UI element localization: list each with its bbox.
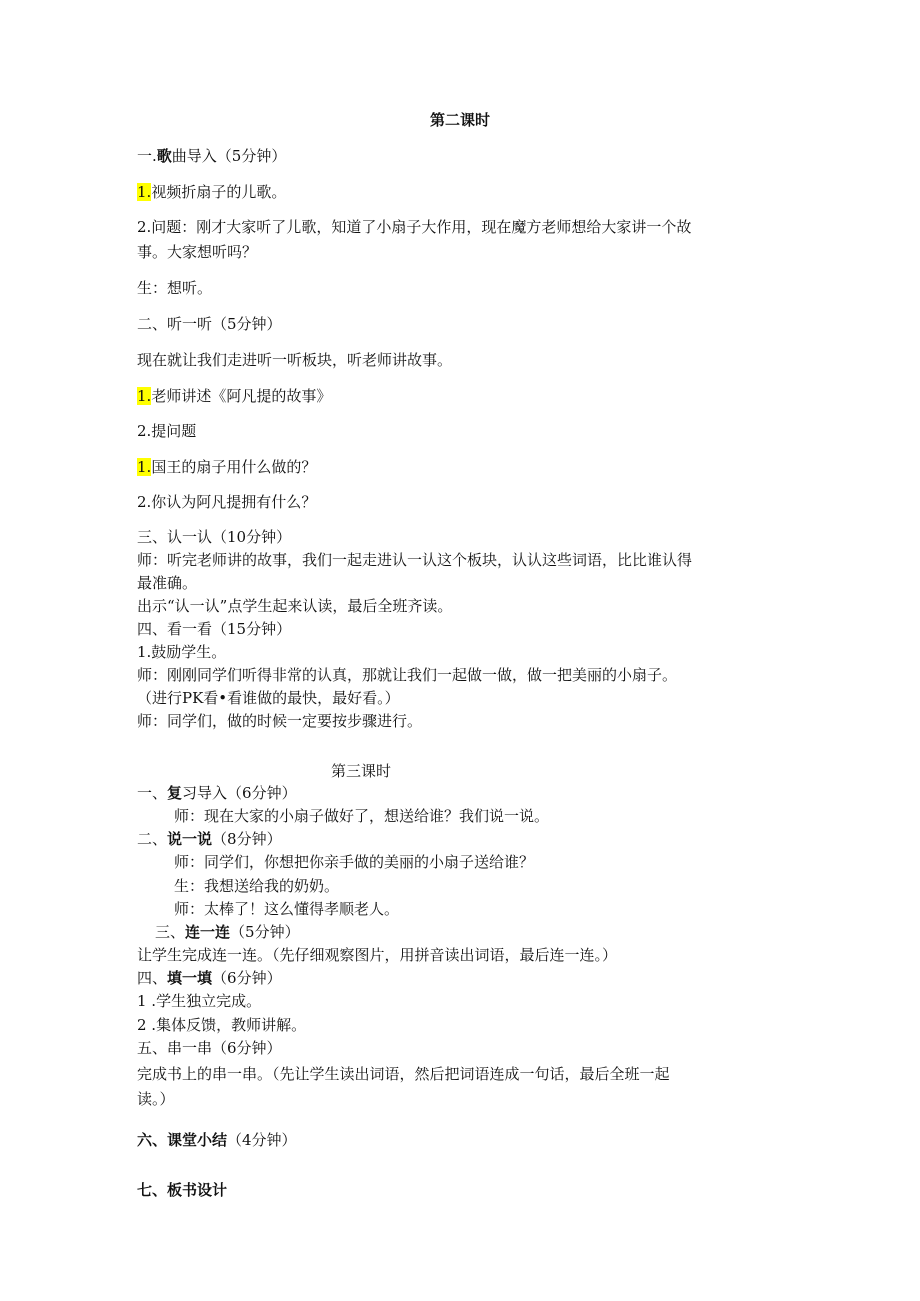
- section-title-rest: （5分钟）: [230, 923, 300, 941]
- section-title-rest: （8分钟）: [212, 830, 282, 848]
- lesson3-section5-line1: 完成书上的串一串。（先让学生读出词语，然后把词语连成一句话，最后全班一起: [137, 1065, 670, 1083]
- section-title-bold: 歌: [156, 147, 172, 165]
- highlighted-number: 1.: [137, 183, 152, 201]
- section-title-bold: 复: [167, 784, 183, 802]
- lesson2-section2-item1: [137, 386, 331, 406]
- lesson2-question1: [137, 457, 316, 477]
- section-title-rest: （4分钟）: [227, 1131, 297, 1149]
- lesson3-section5-heading: 五、串一串（6分钟）: [137, 1039, 282, 1057]
- lesson2-section1-item1: [137, 182, 286, 202]
- highlighted-number: 1.: [137, 387, 152, 405]
- lesson3-section2-line1: 师：同学们，你想把你亲手做的美丽的小扇子送给谁？: [174, 853, 535, 871]
- section-number: 一、: [137, 784, 168, 802]
- lesson2-section1-heading: [137, 146, 286, 166]
- lesson2-section4-line3: （进行PK看•看谁做的最快，最好看。）: [137, 689, 400, 707]
- highlighted-number: 1.: [137, 458, 152, 476]
- item-text: 国王的扇子用什么做的？: [151, 458, 317, 476]
- lesson3-section2-heading: [137, 829, 282, 849]
- lesson2-section3-line2: 最准确。: [137, 574, 198, 592]
- lesson2-section3-line1: 师：听完老师讲的故事，我们一起走进认一认这个板块，认认这些词语，比比谁认得: [137, 551, 693, 569]
- lesson2-title: 第二课时: [429, 111, 490, 129]
- lesson2-section2-item2: 2.提问题: [137, 422, 197, 440]
- lesson3-section2-line3: 师：太棒了！这么懂得孝顺老人。: [174, 900, 400, 918]
- lesson2-section4-line4: 师：同学们，做的时候一定要按步骤进行。: [137, 712, 423, 730]
- section-title-rest: 曲导入（5分钟）: [171, 147, 287, 165]
- lesson3-title: 第三课时: [331, 762, 392, 780]
- lesson3-section5-line2: 读。）: [137, 1090, 175, 1108]
- lesson3-section2-line2: 生：我想送给我的奶奶。: [174, 877, 340, 895]
- lesson2-section4-heading: 四、看一看（15分钟）: [137, 620, 292, 638]
- section-title-bold: 说一说: [167, 830, 213, 848]
- section-number: 三、: [155, 923, 186, 941]
- lesson3-section1-heading: [137, 783, 297, 803]
- lesson3-section3-line1: 让学生完成连一连。（先仔细观察图片，用拼音读出词语，最后连一连。）: [137, 946, 618, 964]
- lesson2-section3-heading: 三、认一认（10分钟）: [137, 528, 292, 546]
- lesson3-section4-line1: 1 .学生独立完成。: [137, 992, 262, 1010]
- section-title-rest: （6分钟）: [212, 969, 282, 987]
- lesson2-section2-intro: 现在就让我们走进听一听板块，听老师讲故事。: [137, 351, 453, 369]
- item-text: 老师讲述《阿凡提的故事》: [151, 387, 332, 405]
- section-number: 一.: [137, 147, 157, 165]
- section-title-bold: 填一填: [167, 969, 213, 987]
- lesson2-section1-item2-line2: 事。大家想听吗？: [137, 243, 258, 261]
- lesson3-section7-heading: 七、板书设计: [137, 1181, 228, 1199]
- section-number: 二、: [137, 830, 168, 848]
- lesson3-section3-heading: [155, 922, 300, 942]
- lesson2-section1-item2-line1: 2.问题：刚才大家听了儿歌，知道了小扇子大作用，现在魔方老师想给大家讲一个故: [137, 218, 692, 236]
- section-number: 四、: [137, 969, 168, 987]
- lesson2-question2: 2.你认为阿凡提拥有什么？: [137, 493, 317, 511]
- lesson3-section6-heading: [137, 1130, 297, 1150]
- section-title-bold: 连一连: [185, 923, 231, 941]
- item-text: 视频折扇子的儿歌。: [151, 183, 287, 201]
- lesson3-section4-heading: [137, 968, 282, 988]
- lesson3-section1-line1: 师：现在大家的小扇子做好了，想送给谁？我们说一说。: [174, 807, 550, 825]
- lesson2-section4-line1: 1.鼓励学生。: [137, 643, 227, 661]
- lesson2-section3-line3: 出示“认一认”点学生起来认读，最后全班齐读。: [137, 597, 453, 615]
- lesson2-section4-line2: 师：刚刚同学们听得非常的认真，那就让我们一起做一做，做一把美丽的小扇子。: [137, 666, 678, 684]
- section-title-rest: 习导入（6分钟）: [182, 784, 297, 802]
- section-title-bold: 六、课堂小结: [137, 1131, 228, 1149]
- lesson2-student-answer: 生：想听。: [137, 279, 213, 297]
- lesson2-section2-heading: 二、听一听（5分钟）: [137, 315, 282, 333]
- lesson3-section4-line2: 2 .集体反馈，教师讲解。: [137, 1016, 307, 1034]
